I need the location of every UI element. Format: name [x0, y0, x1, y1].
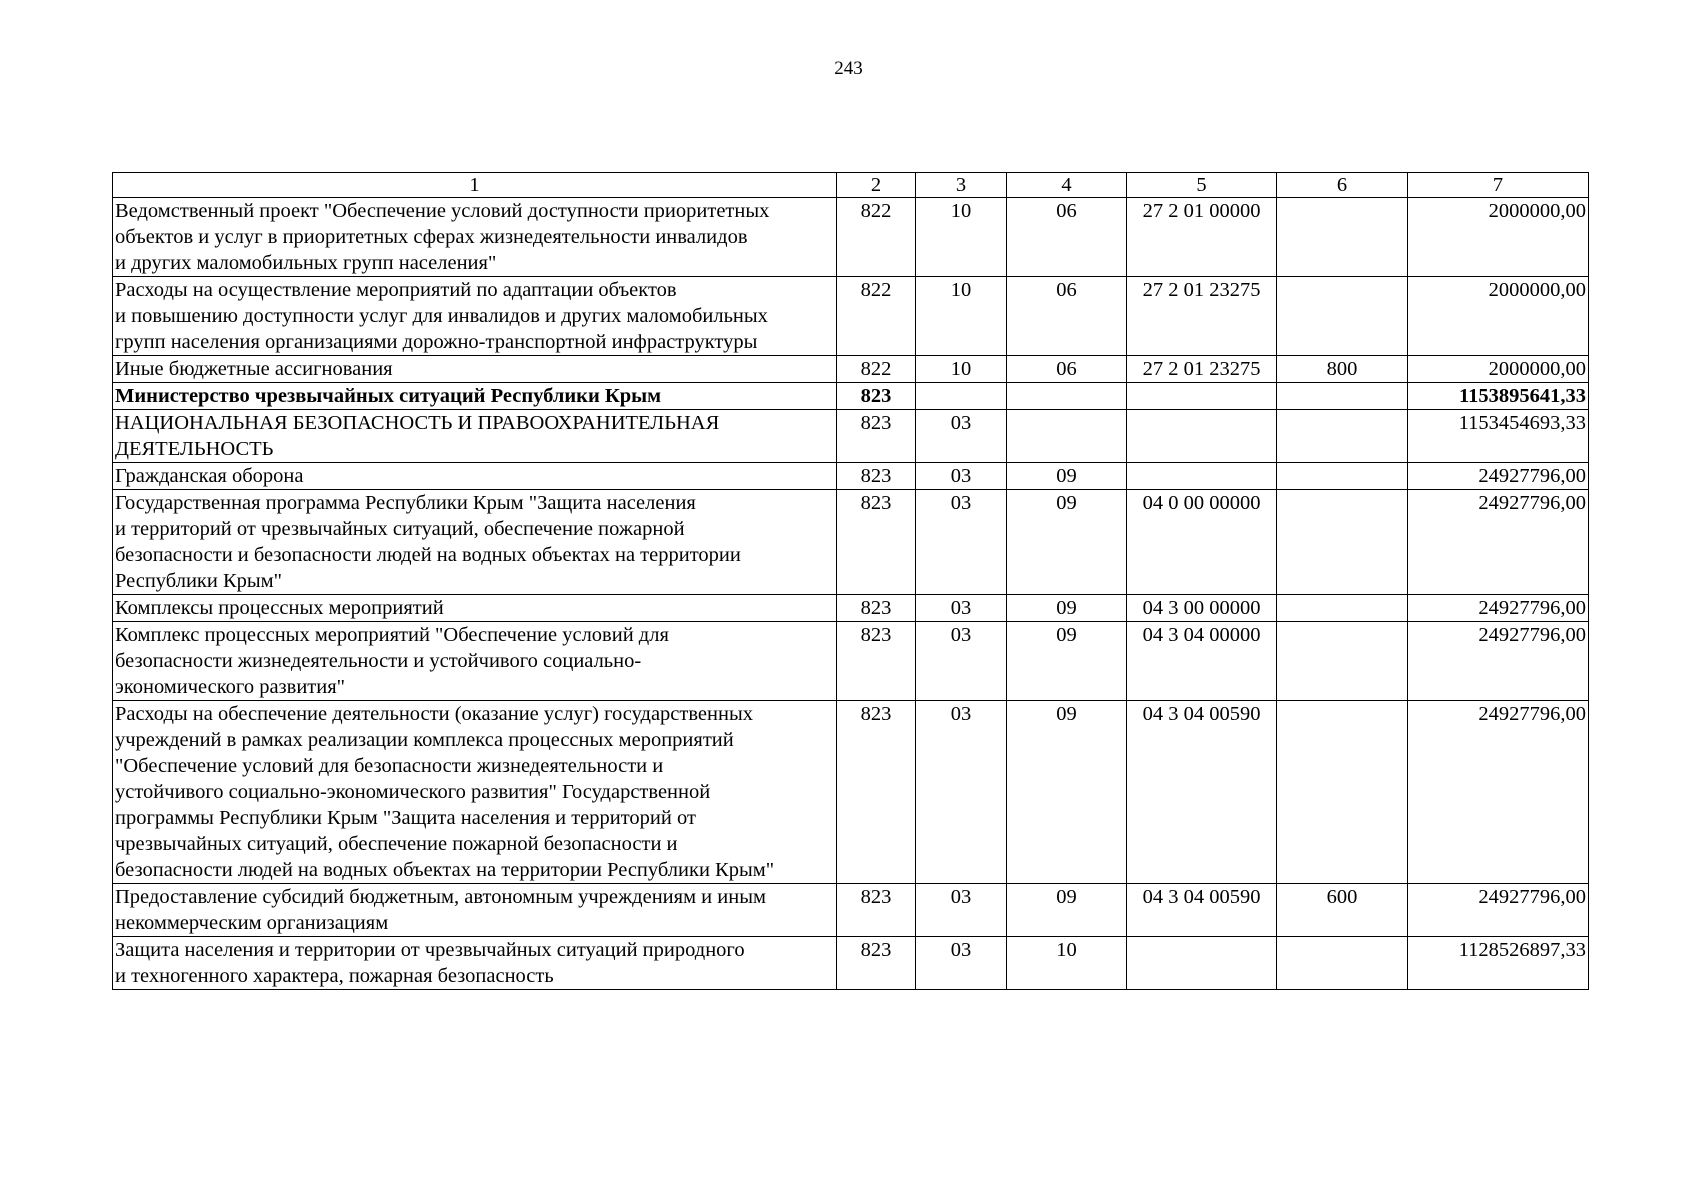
row-name-line: Иные бюджетные ассигнования	[115, 358, 393, 380]
cell-c3: 03	[916, 622, 1007, 701]
row-name-line: ДЕЯТЕЛЬНОСТЬ	[115, 438, 274, 460]
row-name-line: объектов и услуг в приоритетных сферах жизнедеятельности инвалидов	[115, 226, 748, 248]
cell-c5	[1127, 463, 1277, 490]
row-name-line: учреждений в рамках реализации комплекса процессных мероприятий	[115, 729, 734, 751]
cell-c2: 823	[837, 701, 916, 884]
table-row	[113, 595, 1589, 622]
row-name	[113, 701, 837, 884]
cell-c4: 09	[1007, 463, 1127, 490]
cell-c6	[1277, 383, 1408, 410]
row-name-line: и повышению доступности услуг для инвалидов и других маломобильных	[115, 305, 768, 327]
cell-c4	[1007, 383, 1127, 410]
cell-amount: 24927796,00	[1408, 490, 1589, 595]
cell-amount: 1128526897,33	[1408, 937, 1589, 990]
cell-c4: 06	[1007, 277, 1127, 356]
cell-c3: 03	[916, 937, 1007, 990]
row-name-line: программы Республики Крым "Защита населения и территорий от	[115, 807, 696, 829]
row-name-line: чрезвычайных ситуаций, обеспечение пожарной безопасности и	[115, 833, 678, 855]
header-col-7: 7	[1408, 173, 1589, 198]
cell-c2: 823	[837, 463, 916, 490]
row-name-line: безопасности жизнедеятельности и устойчивого социально-	[115, 650, 642, 672]
table-row	[113, 463, 1589, 490]
row-name-line: Ведомственный проект "Обеспечение условий доступности приоритетных	[115, 200, 770, 222]
cell-amount: 24927796,00	[1408, 463, 1589, 490]
cell-amount: 1153895641,33	[1408, 383, 1589, 410]
cell-amount: 2000000,00	[1408, 356, 1589, 383]
cell-amount: 2000000,00	[1408, 198, 1589, 277]
cell-c5: 27 2 01 00000	[1127, 198, 1277, 277]
cell-c3: 10	[916, 356, 1007, 383]
cell-c3: 03	[916, 701, 1007, 884]
row-name	[113, 383, 837, 410]
cell-c5: 04 3 04 00000	[1127, 622, 1277, 701]
cell-c6: 600	[1277, 884, 1408, 937]
table-row	[113, 356, 1589, 383]
cell-c4: 09	[1007, 884, 1127, 937]
row-name	[113, 198, 837, 277]
cell-c2: 823	[837, 410, 916, 463]
table-row	[113, 937, 1589, 990]
row-name-line: Расходы на обеспечение деятельности (оказание услуг) государственных	[115, 703, 753, 725]
row-name-line: и территорий от чрезвычайных ситуаций, обеспечение пожарной	[115, 518, 685, 540]
cell-c5: 04 3 04 00590	[1127, 701, 1277, 884]
table-body	[113, 198, 1589, 990]
row-name-line: безопасности и безопасности людей на водных объектах на территории	[115, 544, 741, 566]
cell-c3: 03	[916, 490, 1007, 595]
row-name	[113, 277, 837, 356]
row-name-line: безопасности людей на водных объектах на территории Республики Крым"	[115, 859, 775, 881]
cell-c6	[1277, 595, 1408, 622]
cell-c2: 822	[837, 277, 916, 356]
cell-c6	[1277, 277, 1408, 356]
row-name-line: экономического развития"	[115, 676, 346, 698]
cell-c3	[916, 383, 1007, 410]
cell-c3: 03	[916, 410, 1007, 463]
cell-c5	[1127, 410, 1277, 463]
page-number: 243	[834, 58, 863, 79]
cell-c6	[1277, 701, 1408, 884]
table-row	[113, 277, 1589, 356]
row-name-line: Гражданская оборона	[115, 465, 304, 487]
cell-c6	[1277, 490, 1408, 595]
cell-amount: 24927796,00	[1408, 622, 1589, 701]
cell-c2: 823	[837, 884, 916, 937]
row-name-line: Расходы на осуществление мероприятий по адаптации объектов	[115, 279, 677, 301]
cell-c4: 09	[1007, 490, 1127, 595]
cell-c6	[1277, 198, 1408, 277]
row-name-line: "Обеспечение условий для безопасности жизнедеятельности и	[115, 755, 664, 777]
cell-amount: 24927796,00	[1408, 701, 1589, 884]
cell-amount: 2000000,00	[1408, 277, 1589, 356]
cell-c4: 09	[1007, 622, 1127, 701]
row-name	[113, 410, 837, 463]
cell-c5: 04 0 00 00000	[1127, 490, 1277, 595]
cell-c3: 03	[916, 884, 1007, 937]
cell-c5	[1127, 937, 1277, 990]
cell-c6	[1277, 410, 1408, 463]
cell-c6	[1277, 937, 1408, 990]
cell-c4: 09	[1007, 595, 1127, 622]
cell-c3: 10	[916, 277, 1007, 356]
cell-c3: 10	[916, 198, 1007, 277]
row-name-line: Предоставление субсидий бюджетным, автономным учреждениям и иным	[115, 886, 766, 908]
cell-amount: 24927796,00	[1408, 595, 1589, 622]
header-row	[113, 173, 1589, 198]
row-name	[113, 622, 837, 701]
row-name	[113, 463, 837, 490]
table-row	[113, 622, 1589, 701]
row-name-line: Комплексы процессных мероприятий	[115, 597, 444, 619]
cell-c5: 04 3 00 00000	[1127, 595, 1277, 622]
cell-c2: 823	[837, 622, 916, 701]
row-name-line: НАЦИОНАЛЬНАЯ БЕЗОПАСНОСТЬ И ПРАВООХРАНИТЕЛЬНАЯ	[115, 412, 720, 434]
row-name-line: некоммерческим организациям	[115, 912, 389, 934]
cell-c2: 823	[837, 383, 916, 410]
cell-c4: 06	[1007, 198, 1127, 277]
cell-c3: 03	[916, 595, 1007, 622]
row-name-line: Министерство чрезвычайных ситуаций Республики Крым	[115, 385, 662, 407]
table-row	[113, 884, 1589, 937]
row-name-line: и других маломобильных групп населения"	[115, 252, 497, 274]
cell-c6	[1277, 463, 1408, 490]
cell-c2: 823	[837, 595, 916, 622]
cell-c2: 823	[837, 490, 916, 595]
row-name	[113, 937, 837, 990]
cell-amount: 1153454693,33	[1408, 410, 1589, 463]
cell-c5	[1127, 383, 1277, 410]
cell-c2: 823	[837, 937, 916, 990]
header-col-1: 1	[113, 173, 837, 198]
row-name-line: и техногенного характера, пожарная безопасность	[115, 965, 554, 987]
table-row	[113, 490, 1589, 595]
cell-c4: 06	[1007, 356, 1127, 383]
header-col-2: 2	[837, 173, 916, 198]
cell-c5: 27 2 01 23275	[1127, 356, 1277, 383]
header-col-3: 3	[916, 173, 1007, 198]
table-row	[113, 701, 1589, 884]
row-name-line: Государственная программа Республики Крым "Защита населения	[115, 492, 696, 514]
row-name	[113, 490, 837, 595]
row-name-line: Защита населения и территории от чрезвычайных ситуаций природного	[115, 939, 745, 961]
row-name	[113, 595, 837, 622]
budget-table	[112, 172, 1589, 990]
header-col-6: 6	[1277, 173, 1408, 198]
row-name-line: групп населения организациями дорожно-транспортной инфраструктуры	[115, 331, 758, 353]
table-row	[113, 383, 1589, 410]
header-col-4: 4	[1007, 173, 1127, 198]
row-name-line: устойчивого социально-экономического развития" Государственной	[115, 781, 711, 803]
row-name	[113, 356, 837, 383]
table-row	[113, 198, 1589, 277]
row-name-line: Комплекс процессных мероприятий "Обеспечение условий для	[115, 624, 669, 646]
cell-c6	[1277, 622, 1408, 701]
cell-c4: 09	[1007, 701, 1127, 884]
cell-c2: 822	[837, 198, 916, 277]
table-row	[113, 410, 1589, 463]
cell-c5: 27 2 01 23275	[1127, 277, 1277, 356]
row-name-line: Республики Крым"	[115, 570, 283, 592]
cell-c2: 822	[837, 356, 916, 383]
header-col-5: 5	[1127, 173, 1277, 198]
cell-c6: 800	[1277, 356, 1408, 383]
cell-c5: 04 3 04 00590	[1127, 884, 1277, 937]
cell-c3: 03	[916, 463, 1007, 490]
cell-c4	[1007, 410, 1127, 463]
row-name	[113, 884, 837, 937]
cell-c4: 10	[1007, 937, 1127, 990]
cell-amount: 24927796,00	[1408, 884, 1589, 937]
